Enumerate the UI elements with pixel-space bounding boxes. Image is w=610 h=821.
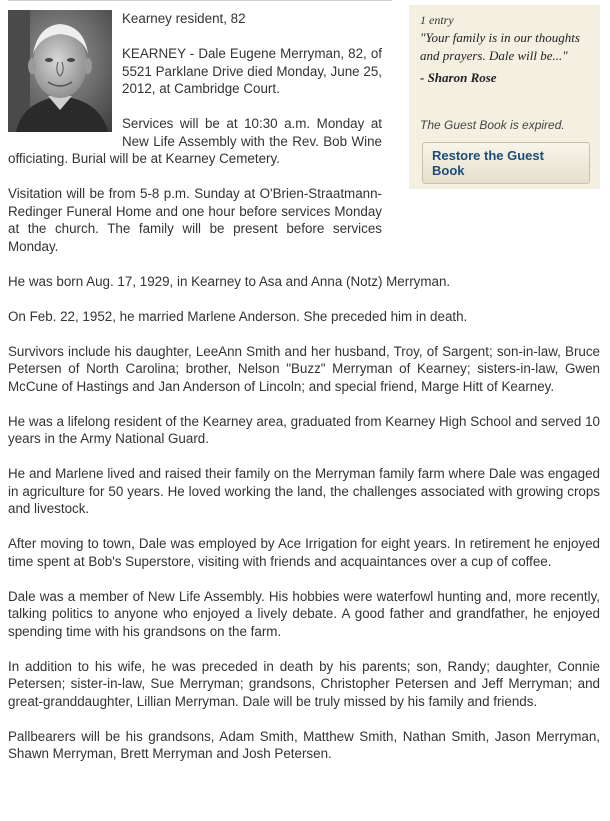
paragraph-marriage: On Feb. 22, 1952, he married Marlene Anderson. She preceded him in death. [8,308,468,324]
guest-book-author: - Sharon Rose [420,70,497,85]
paragraph-birth: He was born Aug. 17, 1929, in Kearney to Asa and Anna (Notz) Merryman. [8,273,451,289]
paragraph-preceded: In addition to his wife, he was preceded in death by his parents; son, Randy; daughter, Connie Petersen; sister-in-law, Sue Merryman; grandsons, Christopher Petersen and Jeff Merryman; and great-granddaughter, Lillian Merryman. Dale will be truly missed by his family and friends. [8,658,600,709]
guest-book-quote[interactable]: "Your family is in our thoughts and prayers. Dale will be..." [420,30,580,63]
guest-book-entry-count: 1 entry [420,13,454,27]
top-divider [8,0,392,1]
paragraph-residence: He was a lifelong resident of the Kearney area, graduated from Kearney High School and served 10 years in the Army National Guard. [8,413,600,446]
restore-guest-book-button[interactable]: Restore the Guest Book [422,142,590,184]
portrait-photo [8,10,112,132]
paragraph-death-notice: KEARNEY - Dale Eugene Merryman, 82, of 5521 Parklane Drive died Monday, June 25, 2012, at Cambridge Court. [122,46,382,96]
paragraph-farm: He and Marlene lived and raised their family on the Merryman family farm where Dale was engaged in agriculture for 50 years. He loved working the land, the challenges associated with growing crops and livestock. [8,466,600,516]
paragraph-services: Services will be at 10:30 a.m. Monday at New Life Assembly with the Rev. Bob Wine officiating. Burial will be at Kearney Cemetery. [8,116,382,166]
paragraph-visitation: Visitation will be from 5-8 p.m. Sunday at O'Brien-Straatmann-Redinger Funeral Home and one hour before services Monday at the church. The family will be present before services Monday. [8,186,382,254]
guest-book-expired-note: The Guest Book is expired. [420,118,565,132]
paragraph-survivors: Survivors include his daughter, LeeAnn Smith and her husband, Troy, of Sargent; son-in-law, Bruce Petersen of North Carolina; brother, Nelson "Buzz" Merryman of Kearney; sisters-in-law, Gwen McCune of Hastings and Jan Anderson of Lincoln; and special friend, Marge Hitt of Kearney. [8,343,600,394]
obituary-subtitle: Kearney resident, 82 [122,11,246,26]
paragraph-employment: After moving to town, Dale was employed by Ace Irrigation for eight years. In retirement he enjoyed time spent at Bob's Superstore, visiting with friends and acquaintances over a cup of coffee. [8,536,600,569]
portrait-image [8,10,112,132]
paragraph-pallbearers: Pallbearers will be his grandsons, Adam Smith, Matthew Smith, Nathan Smith, Jason Merryman, Shawn Merryman, Brett Merryman and Josh Petersen. [8,728,600,761]
paragraph-hobbies: Dale was a member of New Life Assembly. His hobbies were waterfowl hunting and, more recently, talking politics to anyone who enjoyed a lively debate. A good father and grandfather, he enjoyed spending time with his grandsons on the farm. [8,588,600,639]
guest-book-panel [409,5,600,189]
